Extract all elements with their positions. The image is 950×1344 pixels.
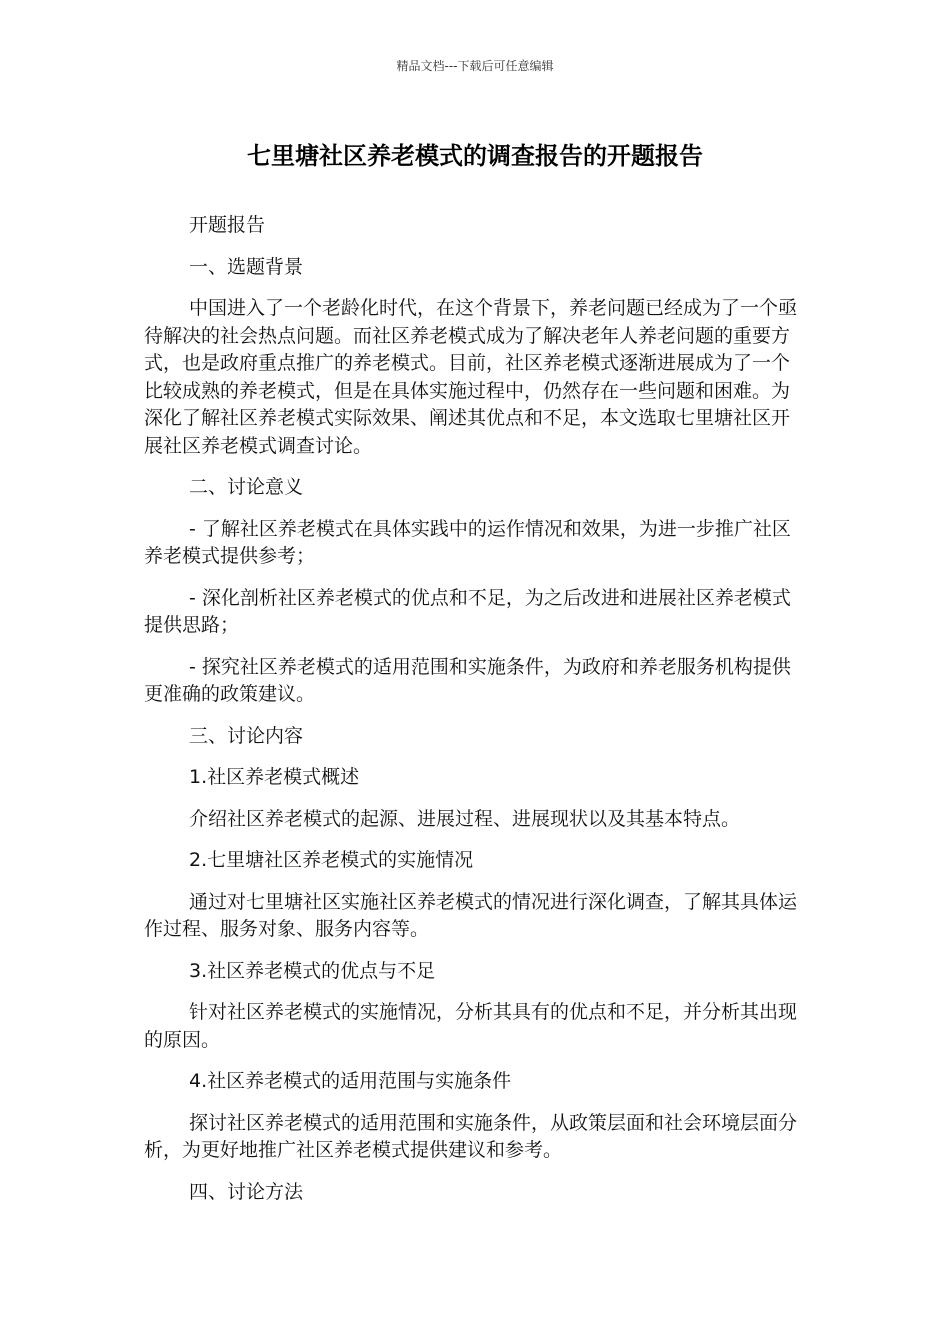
section-heading-methods: 四、讨论方法: [189, 1180, 304, 1203]
subheading-pros-cons: 3.社区养老模式的优点与不足: [189, 959, 436, 982]
paragraph-opening-label: 开题报告: [189, 214, 266, 236]
list-item-significance-1: - 了解社区养老模式在具体实践中的运作情况和效果，为进一步推广社区养老模式提供参考；: [144, 517, 791, 567]
subheading-scope: 4.社区养老模式的适用范围与实施条件: [189, 1070, 512, 1092]
list-item-significance-2: - 深化剖析社区养老模式的优点和不足，为之后改进和进展社区养老模式提供思路；: [144, 586, 791, 636]
paragraph-overview: 介绍社区养老模式的起源、进展过程、进展现状以及其基本特点。: [189, 807, 741, 830]
header-note: 精品文档---下载后可任意编辑: [396, 59, 554, 73]
section-heading-significance: 二、讨论意义: [189, 476, 304, 498]
section-heading-background: 一、选题背景: [189, 255, 304, 278]
section-heading-content: 三、讨论内容: [189, 724, 304, 747]
subheading-overview: 1.社区养老模式概述: [189, 766, 360, 788]
document-title: 七里塘社区养老模式的调查报告的开题报告: [247, 142, 703, 170]
subheading-implementation: 2.七里塘社区养老模式的实施情况: [189, 849, 474, 871]
list-item-significance-3: - 探究社区养老模式的适用范围和实施条件，为政府和养老服务机构提供更准确的政策建议。: [144, 655, 791, 705]
document-body: [144, 212, 808, 1220]
paragraph-scope: 探讨社区养老模式的适用范围和实施条件，从政策层面和社会环境层面分析，为更好地推广社区养老模式提供建议和参考。: [144, 1111, 798, 1161]
paragraph-implementation: 通过对七里塘社区实施社区养老模式的情况进行深化调查，了解其具体运作过程、服务对象、服务内容等。: [144, 890, 798, 940]
paragraph-background: 中国进入了一个老龄化时代，在这个背景下，养老问题已经成为了一个亟待解决的社会热点问题。而社区养老模式成为了解决老年人养老问题的重要方式，也是政府重点推广的养老模式。目前，社区养老模式逐渐进展成为了一个比较成熟的养老模式，但是在具体实施过程中，仍然存在一些问题和困难。为深化了解社区养老模式实际效果、阐述其优点和不足，本文选取七里塘社区开展社区养老模式调查讨论。: [144, 297, 798, 457]
paragraph-pros-cons: 针对社区养老模式的实施情况，分析其具有的优点和不足，并分析其出现的原因。: [144, 1001, 798, 1051]
